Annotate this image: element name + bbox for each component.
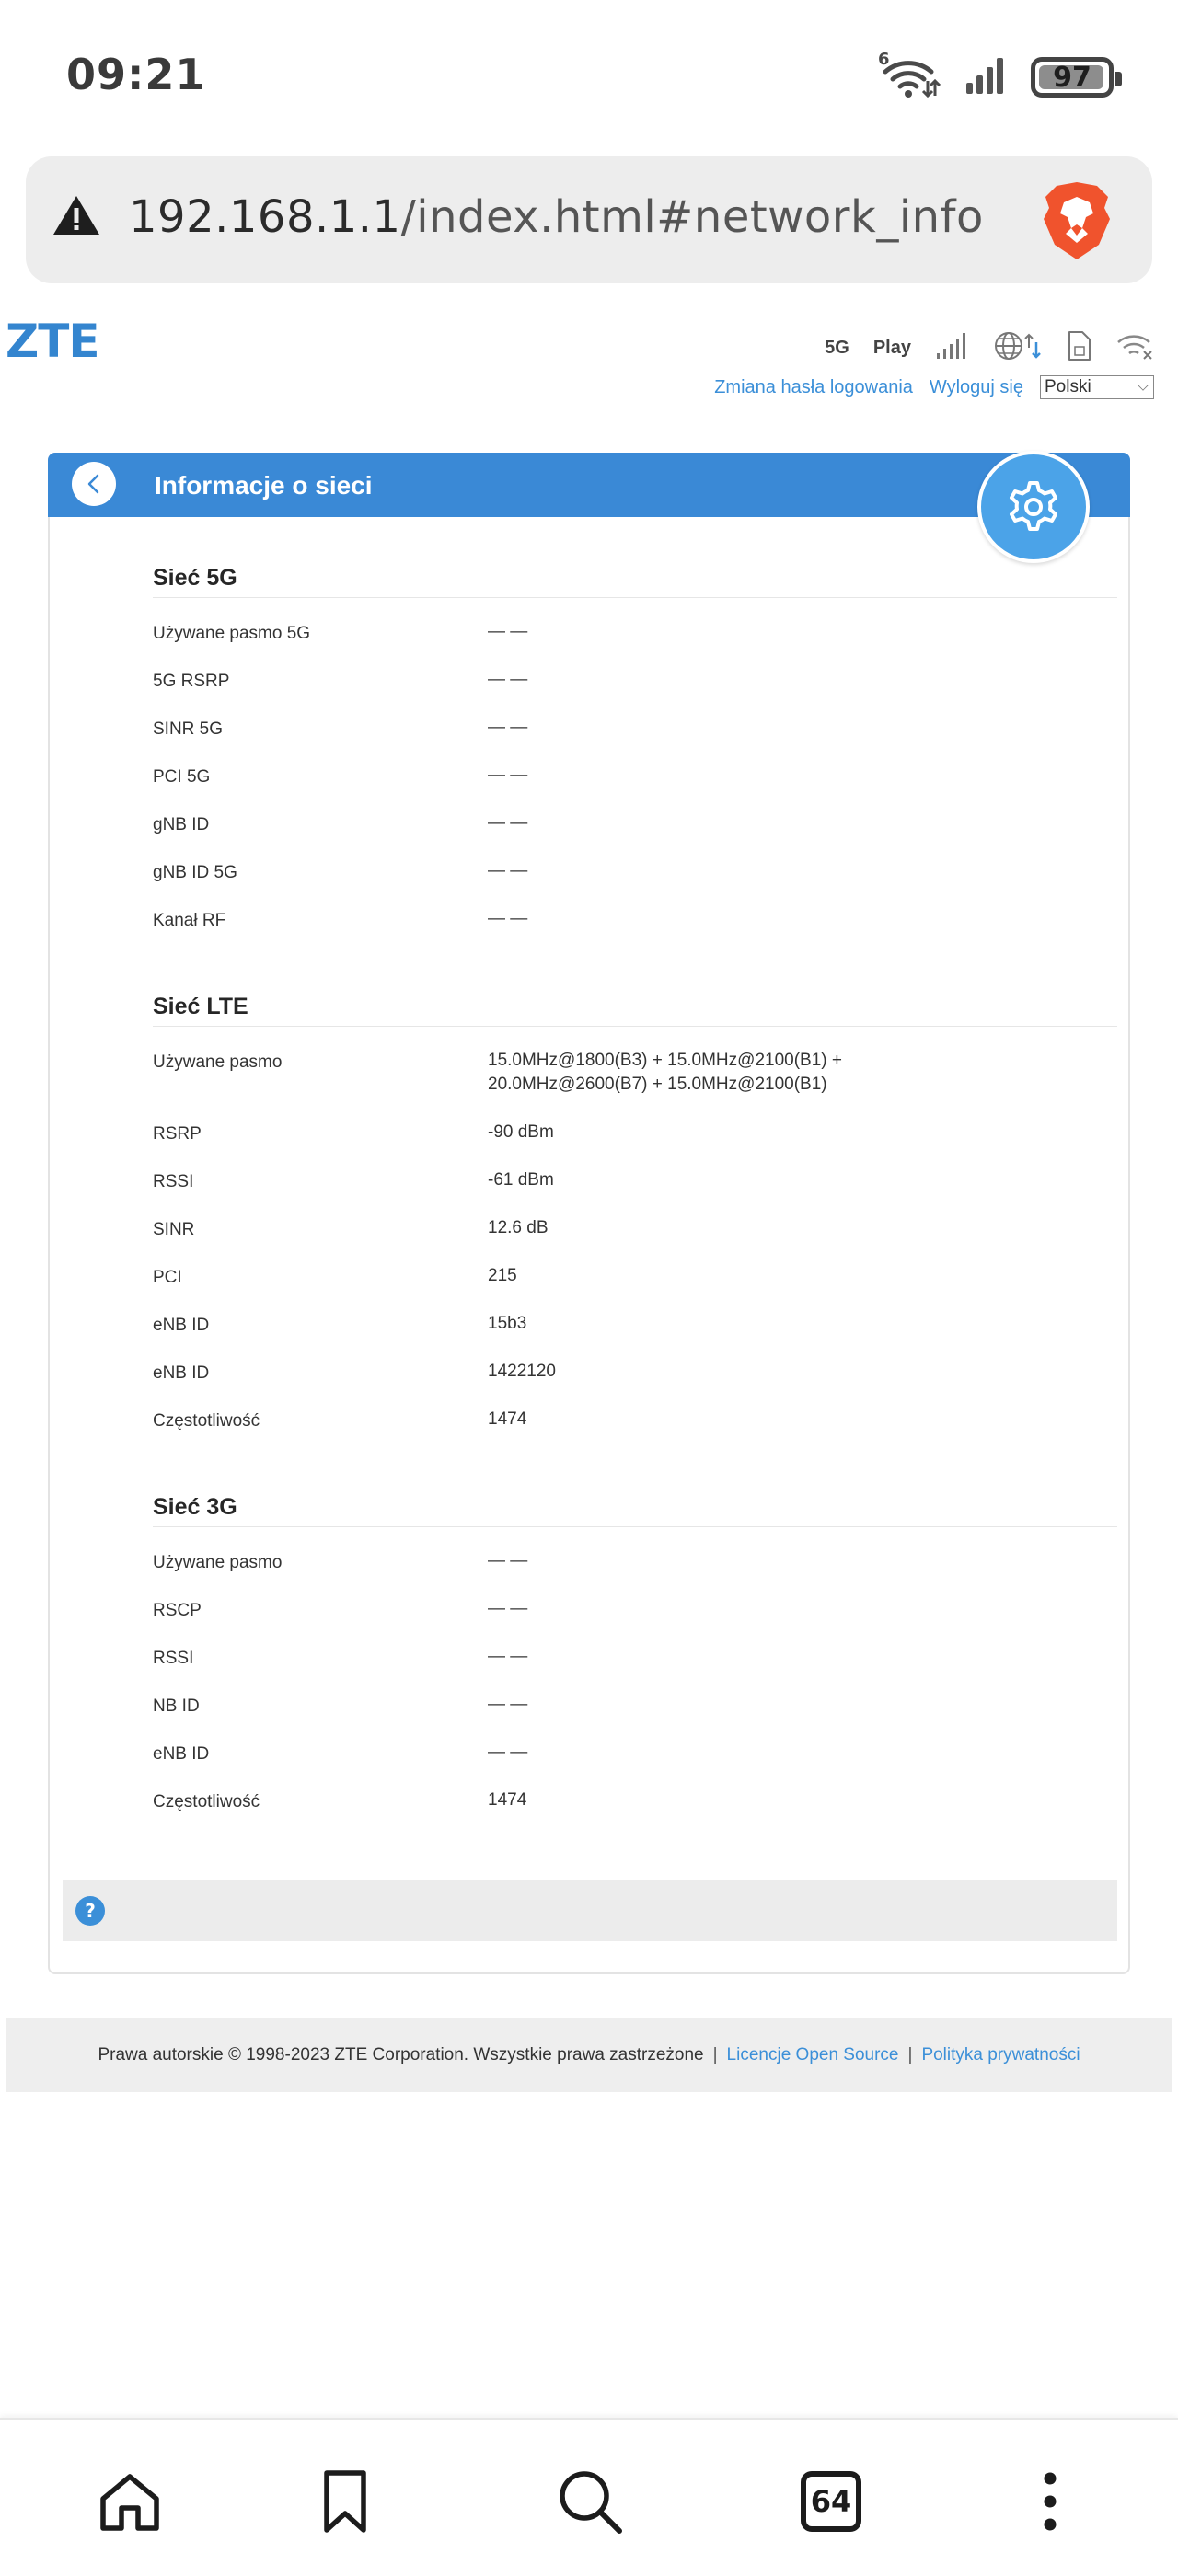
cell-signal-icon	[964, 55, 1007, 100]
help-bar	[63, 1880, 1117, 1941]
row-value: -90 dBm	[488, 1122, 554, 1142]
info-row	[153, 1588, 1117, 1636]
info-row	[153, 1207, 1117, 1255]
bookmark-button[interactable]	[304, 2460, 387, 2543]
tabs-button[interactable]	[790, 2460, 872, 2543]
privacy-link[interactable]: Polityka prywatności	[921, 2045, 1080, 2064]
row-value: 1422120	[488, 1362, 556, 1381]
sim-card-icon	[1066, 330, 1091, 366]
footer-separator: |	[907, 2045, 913, 2064]
row-label: Częstotliwość	[153, 1411, 260, 1431]
logout-link[interactable]: Wyloguj się	[929, 376, 1023, 397]
wifi-badge: 6	[878, 50, 890, 69]
row-label: NB ID	[153, 1696, 200, 1716]
info-row	[153, 1111, 1117, 1159]
search-button[interactable]	[549, 2460, 631, 2543]
open-source-link[interactable]: Licencje Open Source	[726, 2045, 899, 2064]
operator-name: Play	[872, 337, 911, 358]
row-value: — —	[488, 1742, 528, 1762]
help-icon[interactable]: ?	[75, 1896, 105, 1926]
row-label: eNB ID	[153, 1363, 210, 1383]
status-time: 09:21	[66, 50, 206, 99]
row-label: Kanał RF	[153, 911, 226, 930]
info-row	[153, 754, 1117, 802]
info-row	[153, 707, 1117, 754]
chevron-down-icon	[1138, 380, 1148, 390]
settings-button[interactable]	[977, 451, 1090, 563]
row-label: RSRP	[153, 1124, 202, 1144]
copyright-text: Prawa autorskie © 1998-2023 ZTE Corporation. Wszystkie prawa zastrzeżone	[98, 2045, 704, 2064]
more-vertical-icon	[1041, 2469, 1059, 2534]
row-label: Używane pasmo	[153, 1553, 283, 1572]
section-5g	[153, 558, 1117, 946]
network-type: 5G	[825, 337, 849, 358]
card-header	[48, 453, 1130, 517]
info-row	[153, 1779, 1117, 1827]
search-icon	[555, 2467, 625, 2536]
url-path: /index.html#network_info	[400, 191, 984, 243]
router-header-links	[714, 374, 1154, 401]
info-row	[153, 1398, 1117, 1446]
info-row	[153, 1636, 1117, 1684]
info-row	[153, 898, 1117, 946]
row-label: RSSI	[153, 1172, 194, 1191]
row-value: 1474	[488, 1409, 527, 1429]
browser-bottom-nav	[0, 2418, 1178, 2576]
row-label: Używane pasmo	[153, 1052, 283, 1072]
row-value: — —	[488, 718, 528, 737]
row-label: Używane pasmo 5G	[153, 624, 311, 643]
home-button[interactable]	[88, 2460, 171, 2543]
change-password-link[interactable]: Zmiana hasła logowania	[714, 376, 913, 397]
language-selected: Polski	[1045, 377, 1091, 397]
row-label: eNB ID	[153, 1744, 210, 1764]
wifi-6-icon	[878, 50, 941, 99]
globe-data-icon	[992, 329, 1042, 367]
row-value: 215	[488, 1266, 517, 1285]
row-value: 12.6 dB	[488, 1218, 549, 1237]
info-row	[153, 802, 1117, 850]
status-bar	[0, 0, 1178, 156]
section-lte	[153, 986, 1117, 1446]
url-bar[interactable]	[26, 156, 1152, 283]
info-row	[153, 659, 1117, 707]
router-status-icons	[825, 328, 1154, 368]
info-row	[153, 1540, 1117, 1588]
row-label: PCI	[153, 1268, 182, 1287]
row-label: RSCP	[153, 1601, 202, 1620]
battery-icon	[1031, 57, 1114, 98]
section-title: Sieć LTE	[153, 986, 1117, 1027]
row-value: — —	[488, 1599, 528, 1618]
section-3g	[153, 1487, 1117, 1827]
info-row	[153, 1040, 1117, 1111]
row-value: — —	[488, 861, 528, 880]
row-label: eNB ID	[153, 1316, 210, 1335]
page-footer	[6, 2018, 1172, 2092]
row-value: — —	[488, 813, 528, 833]
row-value: — —	[488, 1647, 528, 1666]
row-label: gNB ID 5G	[153, 863, 237, 882]
battery-level: 97	[1053, 61, 1091, 94]
row-value: — —	[488, 765, 528, 785]
row-value: 15.0MHz@1800(B3) + 15.0MHz@2100(B1) + 20.0MHz@2600(B7) + 15.0MHz@2100(B1)	[488, 1051, 842, 1094]
row-label: gNB ID	[153, 815, 210, 834]
url-text[interactable]	[129, 191, 984, 243]
status-icons	[880, 52, 1114, 103]
row-label: 5G RSRP	[153, 672, 230, 691]
section-title: Sieć 5G	[153, 558, 1117, 598]
row-value: — —	[488, 909, 528, 928]
home-icon	[98, 2469, 162, 2534]
info-row	[153, 1731, 1117, 1779]
back-button[interactable]	[72, 462, 116, 506]
zte-logo[interactable]: ZTE	[6, 315, 99, 368]
tabs-icon: 64	[801, 2471, 861, 2532]
info-row	[153, 611, 1117, 659]
row-value: -61 dBm	[488, 1170, 554, 1190]
wifi-off-icon	[1115, 331, 1154, 365]
row-label: SINR 5G	[153, 719, 224, 739]
url-host: 192.168.1.1	[129, 191, 401, 243]
row-label: RSSI	[153, 1649, 194, 1668]
info-row	[153, 1303, 1117, 1351]
bookmark-icon	[319, 2469, 371, 2534]
info-row	[153, 1255, 1117, 1303]
chevron-left-icon	[85, 473, 103, 495]
battery-nub	[1115, 72, 1122, 86]
more-menu-button[interactable]	[1009, 2460, 1091, 2543]
language-select[interactable]	[1040, 375, 1154, 399]
row-value: — —	[488, 1695, 528, 1714]
row-label: SINR	[153, 1220, 195, 1239]
row-label: Częstotliwość	[153, 1792, 260, 1811]
footer-separator: |	[712, 2045, 718, 2064]
row-value: — —	[488, 670, 528, 689]
info-row	[153, 1684, 1117, 1731]
page-title: Informacje o sieci	[155, 471, 373, 500]
info-row	[153, 1351, 1117, 1398]
row-label: PCI 5G	[153, 767, 211, 787]
row-value: — —	[488, 622, 528, 641]
brave-lion-icon[interactable]	[1040, 180, 1114, 266]
row-value: — —	[488, 1551, 528, 1570]
row-value: 15b3	[488, 1314, 527, 1333]
signal-bars-icon	[935, 331, 968, 365]
info-row	[153, 850, 1117, 898]
row-value: 1474	[488, 1790, 527, 1810]
warning-icon[interactable]	[52, 193, 101, 242]
info-row	[153, 1159, 1117, 1207]
gear-icon	[1004, 477, 1063, 536]
network-info-card	[48, 453, 1130, 1974]
section-title: Sieć 3G	[153, 1487, 1117, 1527]
